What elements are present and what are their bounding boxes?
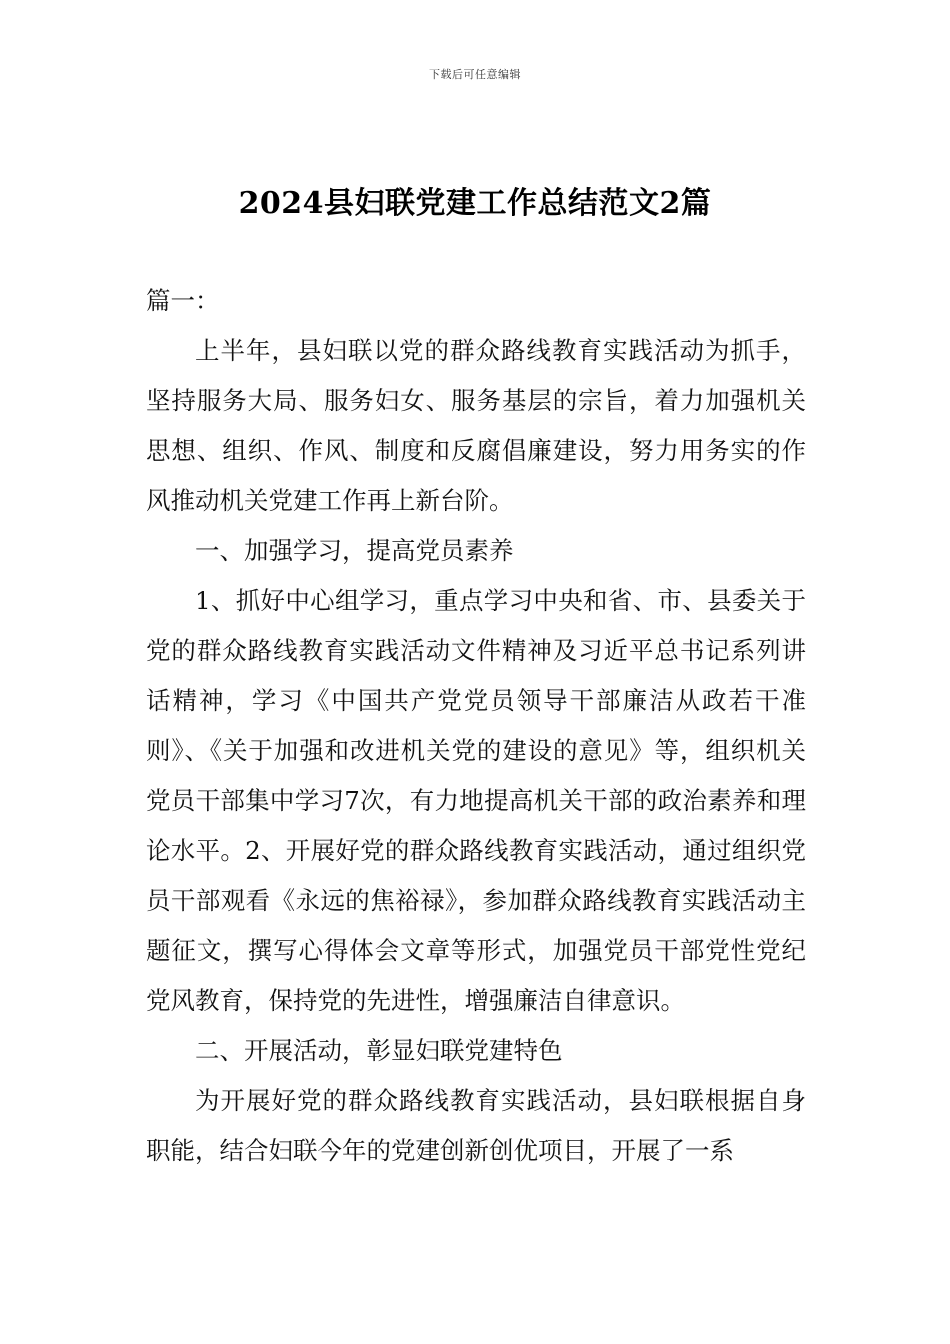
- document-body: [146, 276, 806, 1176]
- paragraph-intro: 上半年，县妇联以党的群众路线教育实践活动为抓手，坚持服务大局、服务妇女、服务基层的宗旨，着力加强机关思想、组织、作风、制度和反腐倡廉建设，努力用务实的作风推动机关党建工作再上新台阶。: [146, 336, 806, 515]
- paragraph-activities: 为开展好党的群众路线教育实践活动，县妇联根据自身职能，结合妇联今年的党建创新创优项目，开展了一系: [146, 1086, 806, 1165]
- header-note: 下载后可任意编辑: [429, 68, 521, 81]
- heading-section-1: 一、加强学习，提高党员素养: [195, 536, 514, 565]
- heading-section-2: 二、开展活动，彰显妇联党建特色: [195, 1036, 563, 1065]
- document-title: 2024县妇联党建工作总结范文2篇: [238, 186, 712, 221]
- section-label: 篇一：: [146, 286, 220, 315]
- paragraph-study: 1、抓好中心组学习，重点学习中央和省、市、县委关于党的群众路线教育实践活动文件精神及习近平总书记系列讲话精神，学习《中国共产党党员领导干部廉洁从政若干准则》、《关于加强和改进机关党的建设的意见》等，组织机关党员干部集中学习7次，有力地提高机关干部的政治素养和理论水平。2、开展好党的群众路线教育实践活动，通过组织党员干部观看《永远的焦裕禄》，参加群众路线教育实践活动主题征文，撰写心得体会文章等形式，加强党员干部党性党纪党风教育，保持党的先进性，增强廉洁自律意识。: [146, 586, 806, 1015]
